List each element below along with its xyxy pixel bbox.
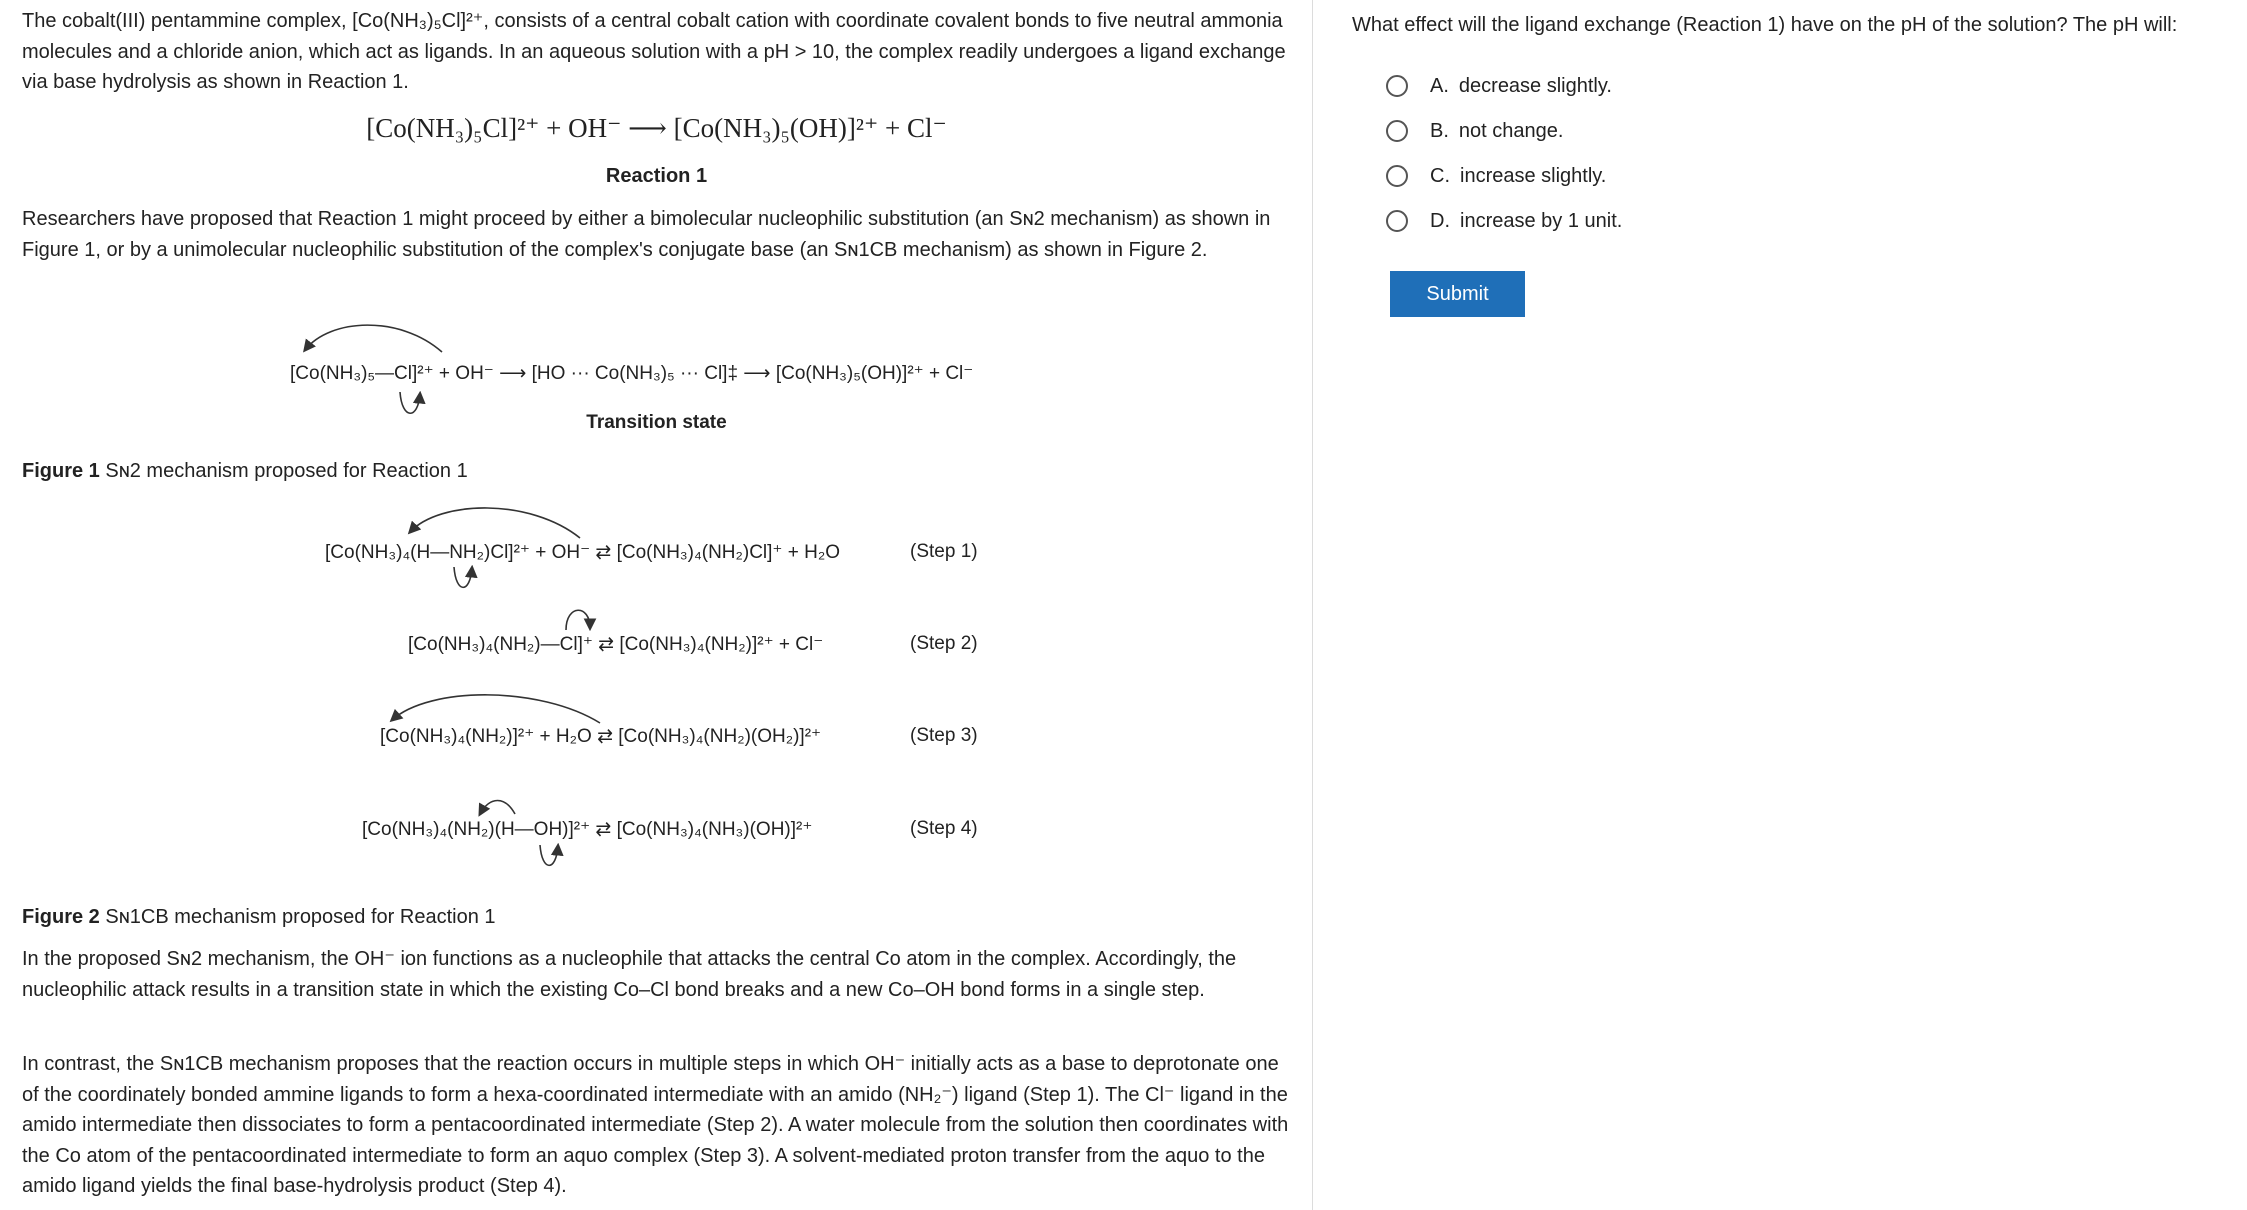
step1-arrow-oh-deprotonate (410, 508, 580, 538)
sn1cb-explanation: In contrast, the Sɴ1CB mechanism proposes that the reaction occurs in multiple steps in which OH⁻ initially acts as a base to deprotonate one of the coordinately bonded ammine ligands to form a hexa-coordinated intermediate with an amido (NH₂⁻) ligand (Step 1). The Cl⁻ ligand in the amido intermediate then dissociates to form a pentacoordinated intermediate (Step 2). A water molecule from the solution then coordinates with the Co atom of the pentacoordinated intermediate to form an aquo complex (Step 3). A solvent-mediated proton transfer from the aquo to the amido ligand yields the final base-hydrolysis product (Step 4). (22, 1053, 1289, 1197)
question-stem: What effect will the ligand exchange (Reaction 1) have on the pH of the solution? The pH will: (1352, 14, 2178, 36)
reaction-1-label: Reaction 1 (605, 165, 708, 187)
figure-1-ts-label: Transition state (586, 412, 727, 433)
passage-proposal: Researchers have proposed that Reaction 1 might proceed by either a bimolecular nucleophilic substitution (an Sɴ2 mechanism) as shown in Figure 1, or by a unimolecular nucleophilic substitution of the complex's conjugate base (an Sɴ1CB mechanism) as shown in Figure 2. (22, 208, 1271, 261)
radio-c[interactable] (1386, 165, 1408, 187)
figure-2-step-3-scheme: [Co(NH₃)₄(NH₂)]²⁺ + H₂O ⇄ [Co(NH₃)₄(NH₂)(OH₂)]²⁺ (380, 726, 822, 747)
figure-1-scheme: [Co(NH₃)₅—Cl]²⁺ + OH⁻ ⟶ [HO ··· Co(NH₃)₅ ··· Cl]‡ ⟶ [Co(NH₃)₅(OH)]²⁺ + Cl⁻ (290, 363, 974, 384)
reaction-1-equation: [Co(NH₃)₅Cl]²⁺ + OH⁻ ⟶ [Co(NH₃)₅(OH)]²⁺ + Cl⁻ (366, 113, 947, 143)
figure-2-step-2-scheme: [Co(NH₃)₄(NH₂)—Cl]⁺ ⇄ [Co(NH₃)₄(NH₂)]²⁺ + Cl⁻ (408, 634, 824, 655)
radio-b[interactable] (1386, 120, 1408, 142)
figure-2-caption-text: Sɴ1CB mechanism proposed for Reaction 1 (105, 906, 496, 928)
fig1-arrow-oh-attack (305, 325, 442, 352)
figure-1-caption-text: Sɴ2 mechanism proposed for Reaction 1 (105, 460, 468, 482)
option-d-text: increase by 1 unit. (1460, 209, 1623, 232)
answer-option-b[interactable] (1386, 116, 1563, 146)
figure-2-step-1-scheme: [Co(NH₃)₄(H—NH₂)Cl]²⁺ + OH⁻ ⇄ [Co(NH₃)₄(NH₂)Cl]⁺ + H₂O (325, 542, 840, 563)
option-c-label: C. (1430, 164, 1450, 187)
figure-1-caption (22, 456, 468, 486)
figure-2-step-4-label: (Step 4) (910, 818, 978, 839)
radio-d[interactable] (1386, 210, 1408, 232)
step4-arrow-proton-transfer (480, 801, 515, 815)
figure-1-caption-label: Figure 1 (22, 460, 100, 482)
figure-2-caption (22, 902, 496, 932)
passage-intro: The cobalt(III) pentammine complex, [Co(NH₃)₅Cl]²⁺, consists of a central cobalt cation with coordinate covalent bonds to five neutral ammonia molecules and a chloride anion, which act as ligands. In an aqueous solution with a pH > 10, the complex readily undergoes a ligand exchange via base hydrolysis as shown in Reaction 1. (22, 10, 1286, 93)
radio-a[interactable] (1386, 75, 1408, 97)
step3-arrow-water-coordinate (392, 695, 600, 723)
option-a-label: A. (1430, 74, 1449, 97)
step1-arrow-nh-bond (454, 567, 472, 587)
answer-option-c[interactable] (1386, 161, 1606, 191)
option-c-text: increase slightly. (1460, 164, 1607, 187)
answer-option-d[interactable] (1386, 206, 1622, 236)
question-pane (1314, 0, 2247, 1210)
figure-2-step-4-scheme: [Co(NH₃)₄(NH₂)(H—OH)]²⁺ ⇄ [Co(NH₃)₄(NH₃)(OH)]²⁺ (362, 819, 813, 840)
figure-2-step-1-label: (Step 1) (910, 541, 978, 562)
option-b-label: B. (1430, 119, 1449, 142)
option-a-text: decrease slightly. (1458, 74, 1612, 97)
figure-2-caption-label: Figure 2 (22, 906, 100, 928)
sn2-explanation: In the proposed Sɴ2 mechanism, the OH⁻ ion functions as a nucleophile that attacks the central Co atom in the complex. Accordingly, the nucleophilic attack results in a transition state in which the existing Co–Cl bond breaks and a new Co–OH bond forms in a single step. (22, 948, 1237, 1001)
step2-arrow-cl-dissociate (566, 610, 590, 630)
answer-option-a[interactable] (1386, 71, 1612, 101)
option-d-label: D. (1430, 209, 1450, 232)
option-b-text: not change. (1458, 119, 1564, 142)
figure-2-step-3-label: (Step 3) (910, 725, 978, 746)
figure-2-step-2-label: (Step 2) (910, 633, 978, 654)
submit-button[interactable]: Submit (1390, 271, 1525, 317)
step4-arrow-oh-bond (540, 845, 558, 865)
